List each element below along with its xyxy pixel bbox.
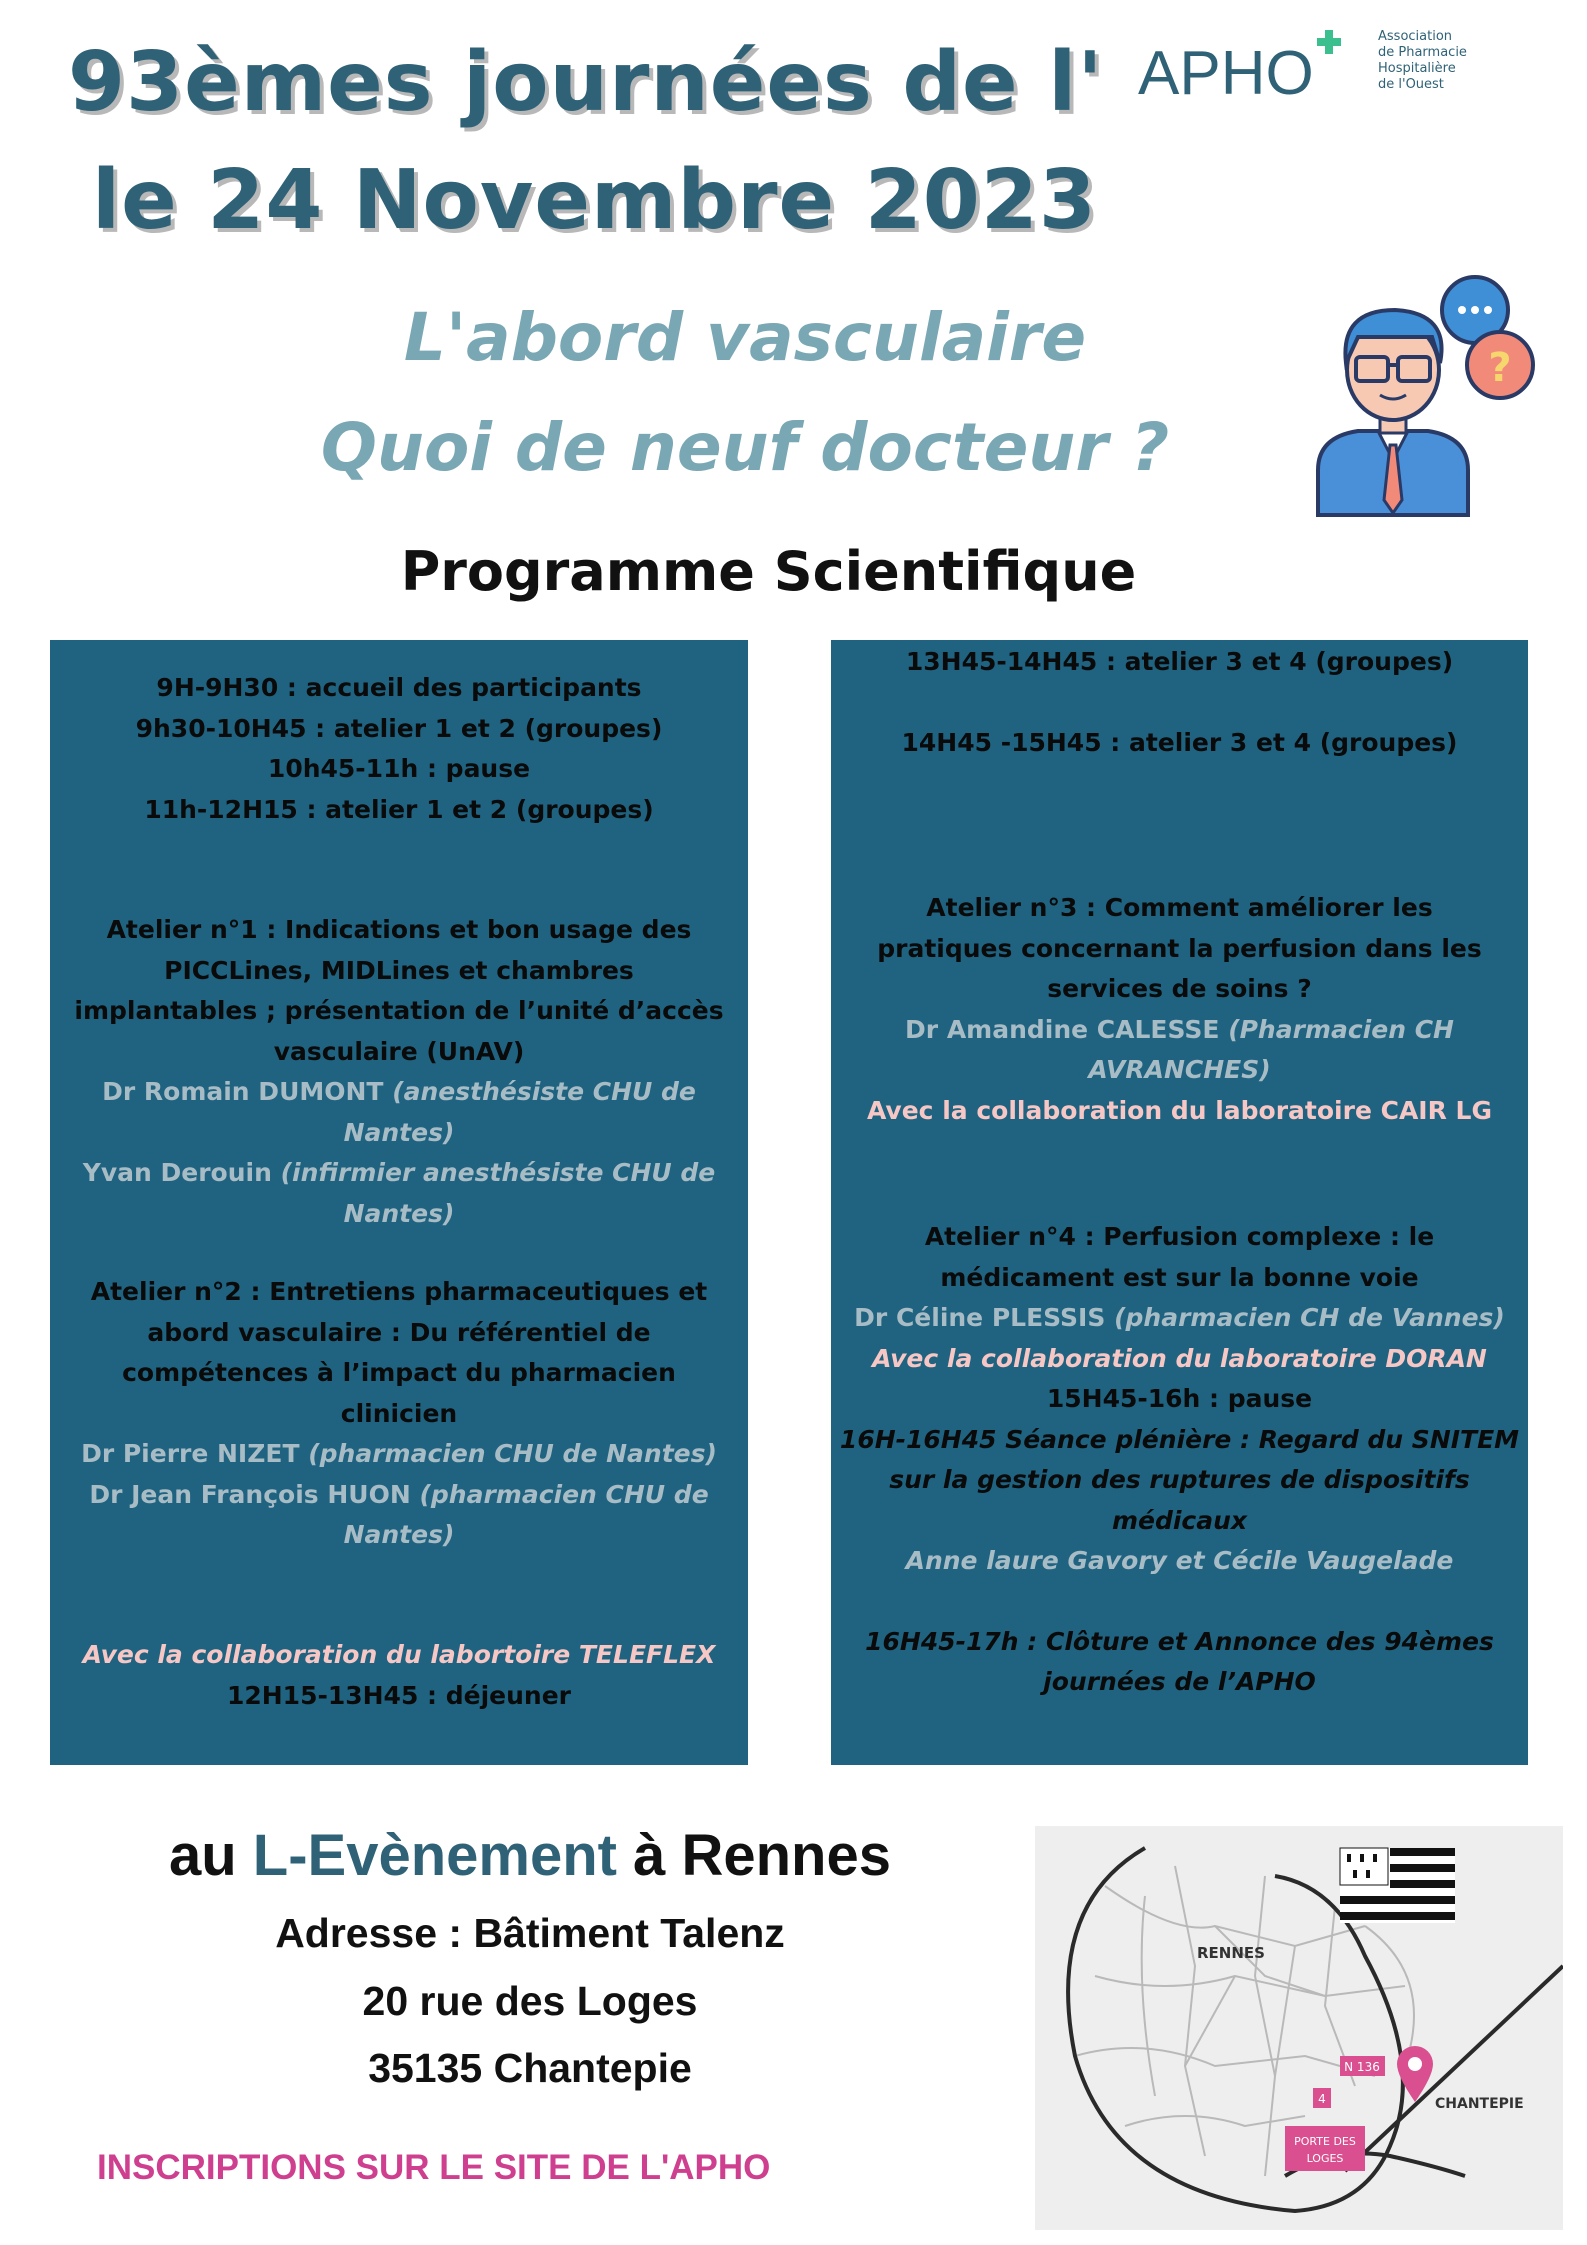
map-city-label: RENNES (1197, 1944, 1265, 1962)
brittany-flag (1340, 1848, 1455, 1923)
lunch-block: Avec la collaboration du labortoire TELEFLEX 12H15-13H45 : déjeuner (82, 1640, 716, 1710)
atelier1-block: Atelier n°1 : Indications et bon usage des PICCLines, MIDLines et chambres implantables ; présentation de l’unité d’accès vasculaire (UnAV) Dr Romain DUMONT (anesthésiste CHU de Nantes) Yvan Derouin (infirmier anesthésiste CHU de Nantes) (74, 915, 724, 1228)
address-line2: 20 rue des Loges (362, 1978, 698, 2024)
svg-text:PORTE DES: PORTE DES (1294, 2135, 1356, 2148)
atelier4-block: Atelier n°4 : Perfusion complexe : le médicament est sur la bonne voie Dr Céline PLESSIS (pharmacien CH de Vannes) Avec la collaboration du laboratoire DORAN 15H45-16h : pause 16H-16H45 Séance plénière : Regard du SNITEM sur la gestion des ruptures de dispositifs médicaux Anne laure Gavory et Cécile Vaugelade 16H45-17h : Clôture et Annonce des 94èmes journées de l’APHO (839, 1222, 1520, 1696)
svg-text:N 136: N 136 (1344, 2060, 1380, 2074)
address-line3: 35135 Chantepie (368, 2045, 692, 2091)
apho-logo (1138, 22, 1518, 112)
cross-icon (1317, 30, 1341, 54)
address-line1: Adresse : Bâtiment Talenz (275, 1910, 785, 1956)
venue-heading: au L-Evènement à Rennes (168, 1823, 891, 1888)
atelier3-block: Atelier n°3 : Comment améliorer les pratiques concernant la perfusion dans les services de soins ? Dr Amandine CALESSE (Pharmacien CH AVRANCHES) Avec la collaboration du laboratoire CAIR LG (866, 893, 1493, 1125)
svg-text:Association: Association (1378, 29, 1453, 44)
afternoon-programme-panel (831, 640, 1528, 1765)
svg-text:de Pharmacie: de Pharmacie (1378, 45, 1467, 60)
map-destination-label: CHANTEPIE (1435, 2096, 1524, 2112)
svg-text:Hospitalière: Hospitalière (1378, 61, 1456, 76)
svg-text:de l'Ouest: de l'Ouest (1378, 77, 1444, 92)
location-map (1035, 1826, 1563, 2230)
svg-text:LOGES: LOGES (1306, 2152, 1344, 2165)
svg-text:?: ? (1488, 345, 1512, 391)
morning-programme-panel (50, 640, 748, 1765)
theme-line1: L'abord vasculaire (403, 299, 1087, 376)
programme-title: Programme Scientifique (400, 540, 1137, 603)
registration-notice: INSCRIPTIONS SUR LE SITE DE L'APHO (97, 2148, 771, 2187)
doctor-icon (1310, 265, 1550, 520)
svg-text:4: 4 (1318, 2092, 1326, 2106)
logo-name: APHO (1138, 39, 1314, 108)
theme-line2: Quoi de neuf docteur ? (320, 409, 1170, 486)
event-date-title: le 24 Novembre 2023 (92, 153, 1097, 248)
afternoon-schedule: 13H45-14H45 : atelier 3 et 4 (groupes) 14H45 -15H45 : atelier 3 et 4 (groupes) (901, 647, 1458, 757)
morning-schedule: 9H-9H30 : accueil des participants 9h30-10H45 : atelier 1 et 2 (groupes) 10h45-11h : pause 11h-12H15 : atelier 1 et 2 (groupes) (135, 673, 663, 824)
atelier2-block: Atelier n°2 : Entretiens pharmaceutiques et abord vasculaire : Du référentiel de compétences à l’impact du pharmacien clinicien Dr Pierre NIZET (pharmacien CHU de Nantes) Dr Jean François HUON (pharmacien CHU de Nantes) (81, 1277, 717, 1549)
event-title-line1: 93èmes journées de l' (68, 35, 1104, 130)
